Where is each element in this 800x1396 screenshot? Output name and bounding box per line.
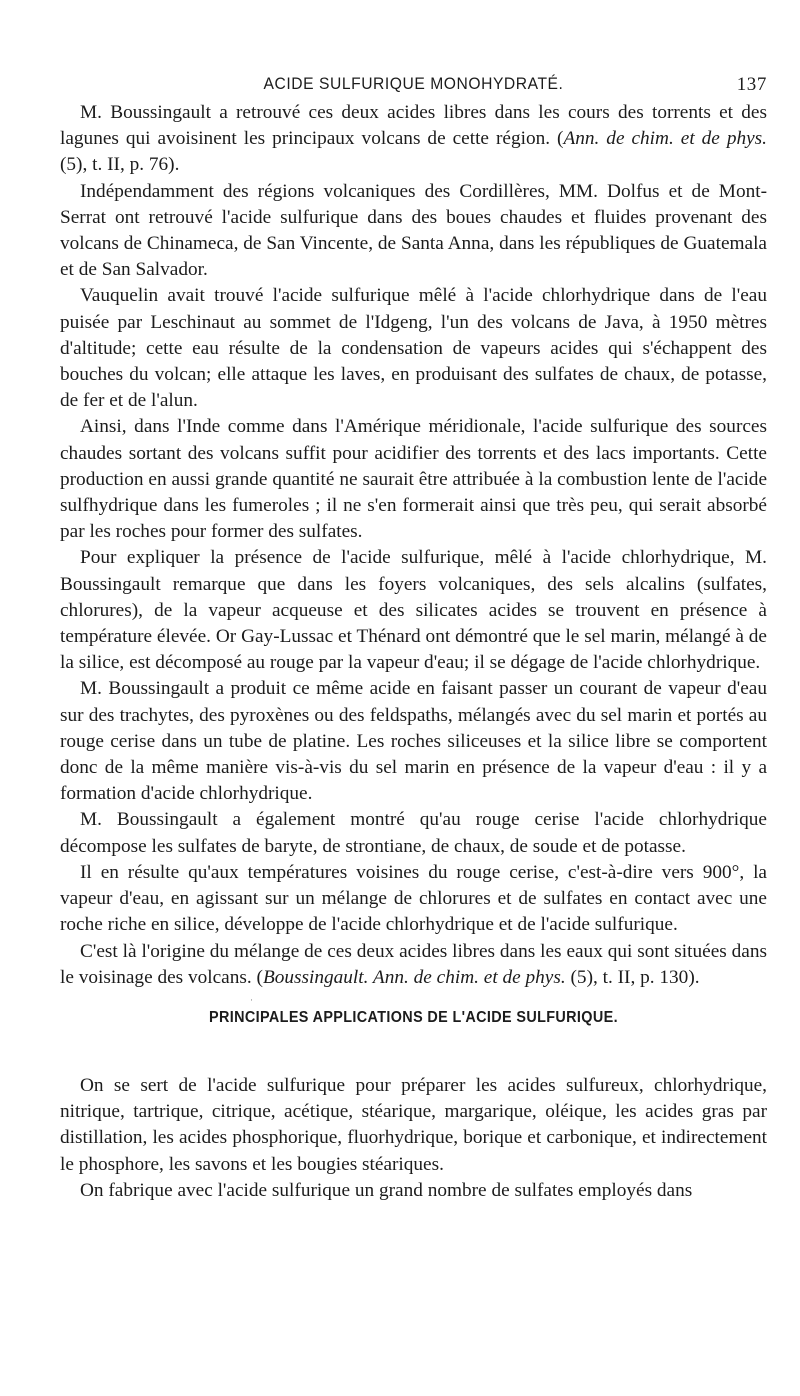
paragraph-text: Il en résulte qu'aux températures voisines du rouge cerise, c'est-à-dire vers 900°, la vapeur d'eau, en agissant sur un mélange de chlorures et de sulfates en contact avec une roche riche en silice, développe de l'acide chlorhydrique et de l'acide sulfurique. [60, 861, 767, 936]
paragraph [60, 860, 767, 939]
paragraph-text: M. Boussingault a également montré qu'au rouge cerise l'acide chlorhydrique décompose les sulfates de baryte, de strontiane, de chaux, de soude et de potasse. [60, 809, 767, 857]
book-page [60, 70, 767, 1204]
paragraph-text: M. Boussingault a produit ce même acide en faisant passer un courant de vapeur d'eau sur des trachytes, des pyroxènes ou des feldspaths, mélangés avec du sel marin et portés au rouge cerise dans un tube de platine. Les roches siliceuses et la silice libre se comportent donc de la même manière vis-à-vis du sel marin en présence de la vapeur d'eau : il y a formation d'acide chlorhydrique. [60, 678, 767, 805]
running-header [60, 70, 767, 100]
paragraph [60, 676, 767, 807]
paragraph-text: Vauquelin avait trouvé l'acide sulfurique mêlé à l'acide chlorhydrique dans de l'eau puisée par Leschinaut au sommet de l'Idgeng, l'un des volcans de Java, à 1950 mètres d'altitude; cette eau résulte de la condensation de vapeurs acides qui s'échappent des bouches du volcan; elle attaque les laves, en produisant des sulfates de chaux, de potasse, de fer et de l'alun. [60, 285, 767, 412]
paragraph [60, 1178, 767, 1204]
paragraph [60, 179, 767, 284]
paragraph-text: Indépendamment des régions volcaniques des Cordillères, MM. Dolfus et de Mont-Serrat ont retrouvé l'acide sulfurique dans des boues chaudes et fluides provenant des volcans de Chinameca, de San Vincente, de Santa Anna, dans les républiques de Guatemala et de San Salvador. [60, 180, 767, 281]
paragraph [60, 283, 767, 414]
paragraph-text: Pour expliquer la présence de l'acide sulfurique, mêlé à l'acide chlorhydrique, M. Boussingault remarque que dans les foyers volcaniques, des sels alcalins (sulfates, chlorures), de la vapeur acqueuse et des silicates acides se trouvent en présence à température élevée. Or Gay-Lussac et Thénard ont démontré que le sel marin, mélangé à de la silice, est décomposé au rouge par la vapeur d'eau; il se dégage de l'acide chlorhydrique. [60, 547, 767, 674]
running-title: ACIDE SULFURIQUE MONOHYDRATÉ. [263, 74, 564, 93]
main-text [60, 100, 767, 991]
paragraph-text: On se sert de l'acide sulfurique pour préparer les acides sulfureux, chlorhydrique, nitrique, tartrique, citrique, acétique, stéarique, margarique, oléique, les acides gras par distillation, les acides phosphorique, fluorhydrique, borique et carbonique, et indirectement le phosphore, les savons et les bougies stéariques. [60, 1074, 767, 1175]
paragraph [60, 100, 767, 179]
dot-icon: · [250, 994, 253, 1005]
citation-text: Ann. de chim. et de phys. [563, 128, 767, 150]
paragraph [60, 1073, 767, 1178]
section-heading: PRINCIPALES APPLICATIONS DE L'ACIDE SULFURIQUE. [209, 1008, 618, 1026]
paragraph-text: (5), t. II, p. 76). [60, 154, 180, 176]
paragraph-text: (5), t. II, p. 130). [565, 966, 700, 988]
paragraph-text: On fabrique avec l'acide sulfurique un grand nombre de sulfates employés dans [80, 1179, 693, 1201]
page-number: 137 [736, 74, 767, 95]
printer-mark [60, 991, 767, 1009]
paragraph [60, 545, 767, 676]
paragraph [60, 414, 767, 545]
citation-text: Boussingault. Ann. de chim. et de phys. [262, 966, 566, 988]
paragraph-text: Ainsi, dans l'Inde comme dans l'Amérique méridionale, l'acide sulfurique des sources chaudes sortant des volcans suffit pour acidifier des torrents et des lacs importants. Cette production en aussi grande quantité ne saurait être attribuée à la combustion lente de l'acide sulfhydrique dans les fumeroles ; il ne s'en formerait ainsi que très peu, qui serait absorbé par les roches pour former des sulfates. [60, 416, 767, 543]
section-text [60, 1073, 767, 1204]
paragraph [60, 939, 767, 991]
paragraph [60, 807, 767, 859]
paragraph-text: M. Boussingault a retrouvé ces deux acides libres dans les cours des torrents et des lagunes qui avoisinent les principaux volcans de cette région. ( [60, 102, 767, 150]
paragraph-text: C'est là l'origine du mélange de ces deux acides libres dans les eaux qui sont situées dans le voisinage des volcans. ( [60, 940, 767, 988]
